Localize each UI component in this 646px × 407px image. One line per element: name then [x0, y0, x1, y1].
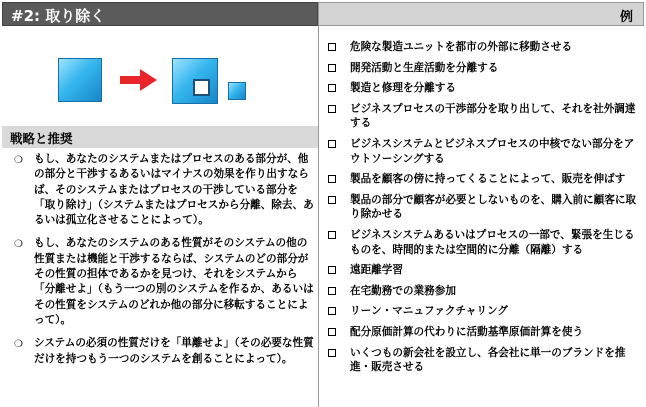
checkbox-icon — [328, 105, 336, 113]
checkbox-icon — [328, 307, 336, 315]
strategy-heading: 戦略と推奨 — [10, 131, 73, 146]
arrow-right-icon — [120, 68, 158, 92]
example-item: 製品の部分で顧客が必要としないものを、購入前に顧客に取り除かせる — [324, 193, 640, 222]
checkbox-icon — [328, 196, 336, 204]
removed-piece-icon — [228, 82, 246, 100]
checkbox-icon — [328, 140, 336, 148]
checkbox-icon — [328, 175, 336, 183]
example-item: 開発活動と生産活動を分離する — [324, 61, 640, 76]
example-item: ビジネスプロセスの干渉部分を取り出して、それを社外調達する — [324, 102, 640, 131]
example-item: ビジネスシステムあるいはプロセスの一部で、緊張を生じるものを、時間的または空間的に分離（隔離）する — [324, 228, 640, 257]
strategy-header — [2, 126, 318, 148]
column-divider — [318, 26, 319, 407]
checkbox-icon — [328, 287, 336, 295]
examples-label: 例 — [619, 10, 633, 25]
example-item: リーン・マニュファクチャリング — [324, 304, 640, 319]
checkbox-icon — [328, 43, 336, 51]
example-item: 製品を顧客の傍に持ってくることによって、販売を伸ばす — [324, 172, 640, 187]
example-item: 製造と修理を分離する — [324, 81, 640, 96]
strategy-item: ❍ システムの必須の性質だけを「単離せよ」（その必要な性質だけを持つもう一つのシステムを創ることによって）。 — [14, 337, 314, 365]
example-item: 配分原価計算の代わりに活動基準原価計算を使う — [324, 325, 640, 340]
checkbox-icon — [328, 231, 336, 239]
separation-illustration — [2, 26, 318, 126]
circle-bullet-icon: ❍ — [14, 339, 23, 351]
checkbox-icon — [328, 266, 336, 274]
example-item: 遠距離学習 — [324, 263, 640, 278]
checkbox-icon — [328, 328, 336, 336]
page-title: #2: 取り除く — [11, 7, 106, 25]
example-item: 危険な製造ユニットを都市の外部に移動させる — [324, 40, 640, 55]
examples-list — [324, 40, 640, 381]
examples-header — [318, 2, 644, 26]
circle-bullet-icon: ❍ — [14, 155, 23, 166]
checkbox-icon — [328, 84, 336, 92]
checkbox-icon — [328, 349, 336, 357]
whole-cube-icon — [58, 58, 102, 102]
circle-bullet-icon: ❍ — [14, 239, 23, 251]
strategy-list — [6, 152, 314, 375]
example-item: いくつもの新会社を設立し、各会社に単一のブランドを推進・販売させる — [324, 346, 640, 375]
strategy-item: ❍ もし、あなたのシステムのある性質がそのシステムの他の性質または機能と干渉するならば、システムのどの部分がその性質の担体であるかを見つけ、それをシステムから「分離せよ」（もう一つの別のシステムを作るか、あるいはその性質をシステムのどれか他の部分に移転することによって）。 — [14, 237, 314, 326]
example-item: 在宅勤務での業務参加 — [324, 284, 640, 299]
example-item: ビジネスシステムとビジネスプロセスの中核でない部分をアウトソーシングする — [324, 137, 640, 166]
strategy-item: ❍ もし、あなたのシステムまたはプロセスのある部分が、他の部分と干渉するあるいはマイナスの効果を作り出すならば、そのシステムまたはプロセスの干渉している部分を「取り除け」（システムまたはプロセスから分離、除去、あるいは孤立化させることによって）。 — [14, 153, 314, 227]
title-bar — [2, 2, 318, 26]
cube-with-hole-icon — [172, 58, 218, 104]
checkbox-icon — [328, 64, 336, 72]
